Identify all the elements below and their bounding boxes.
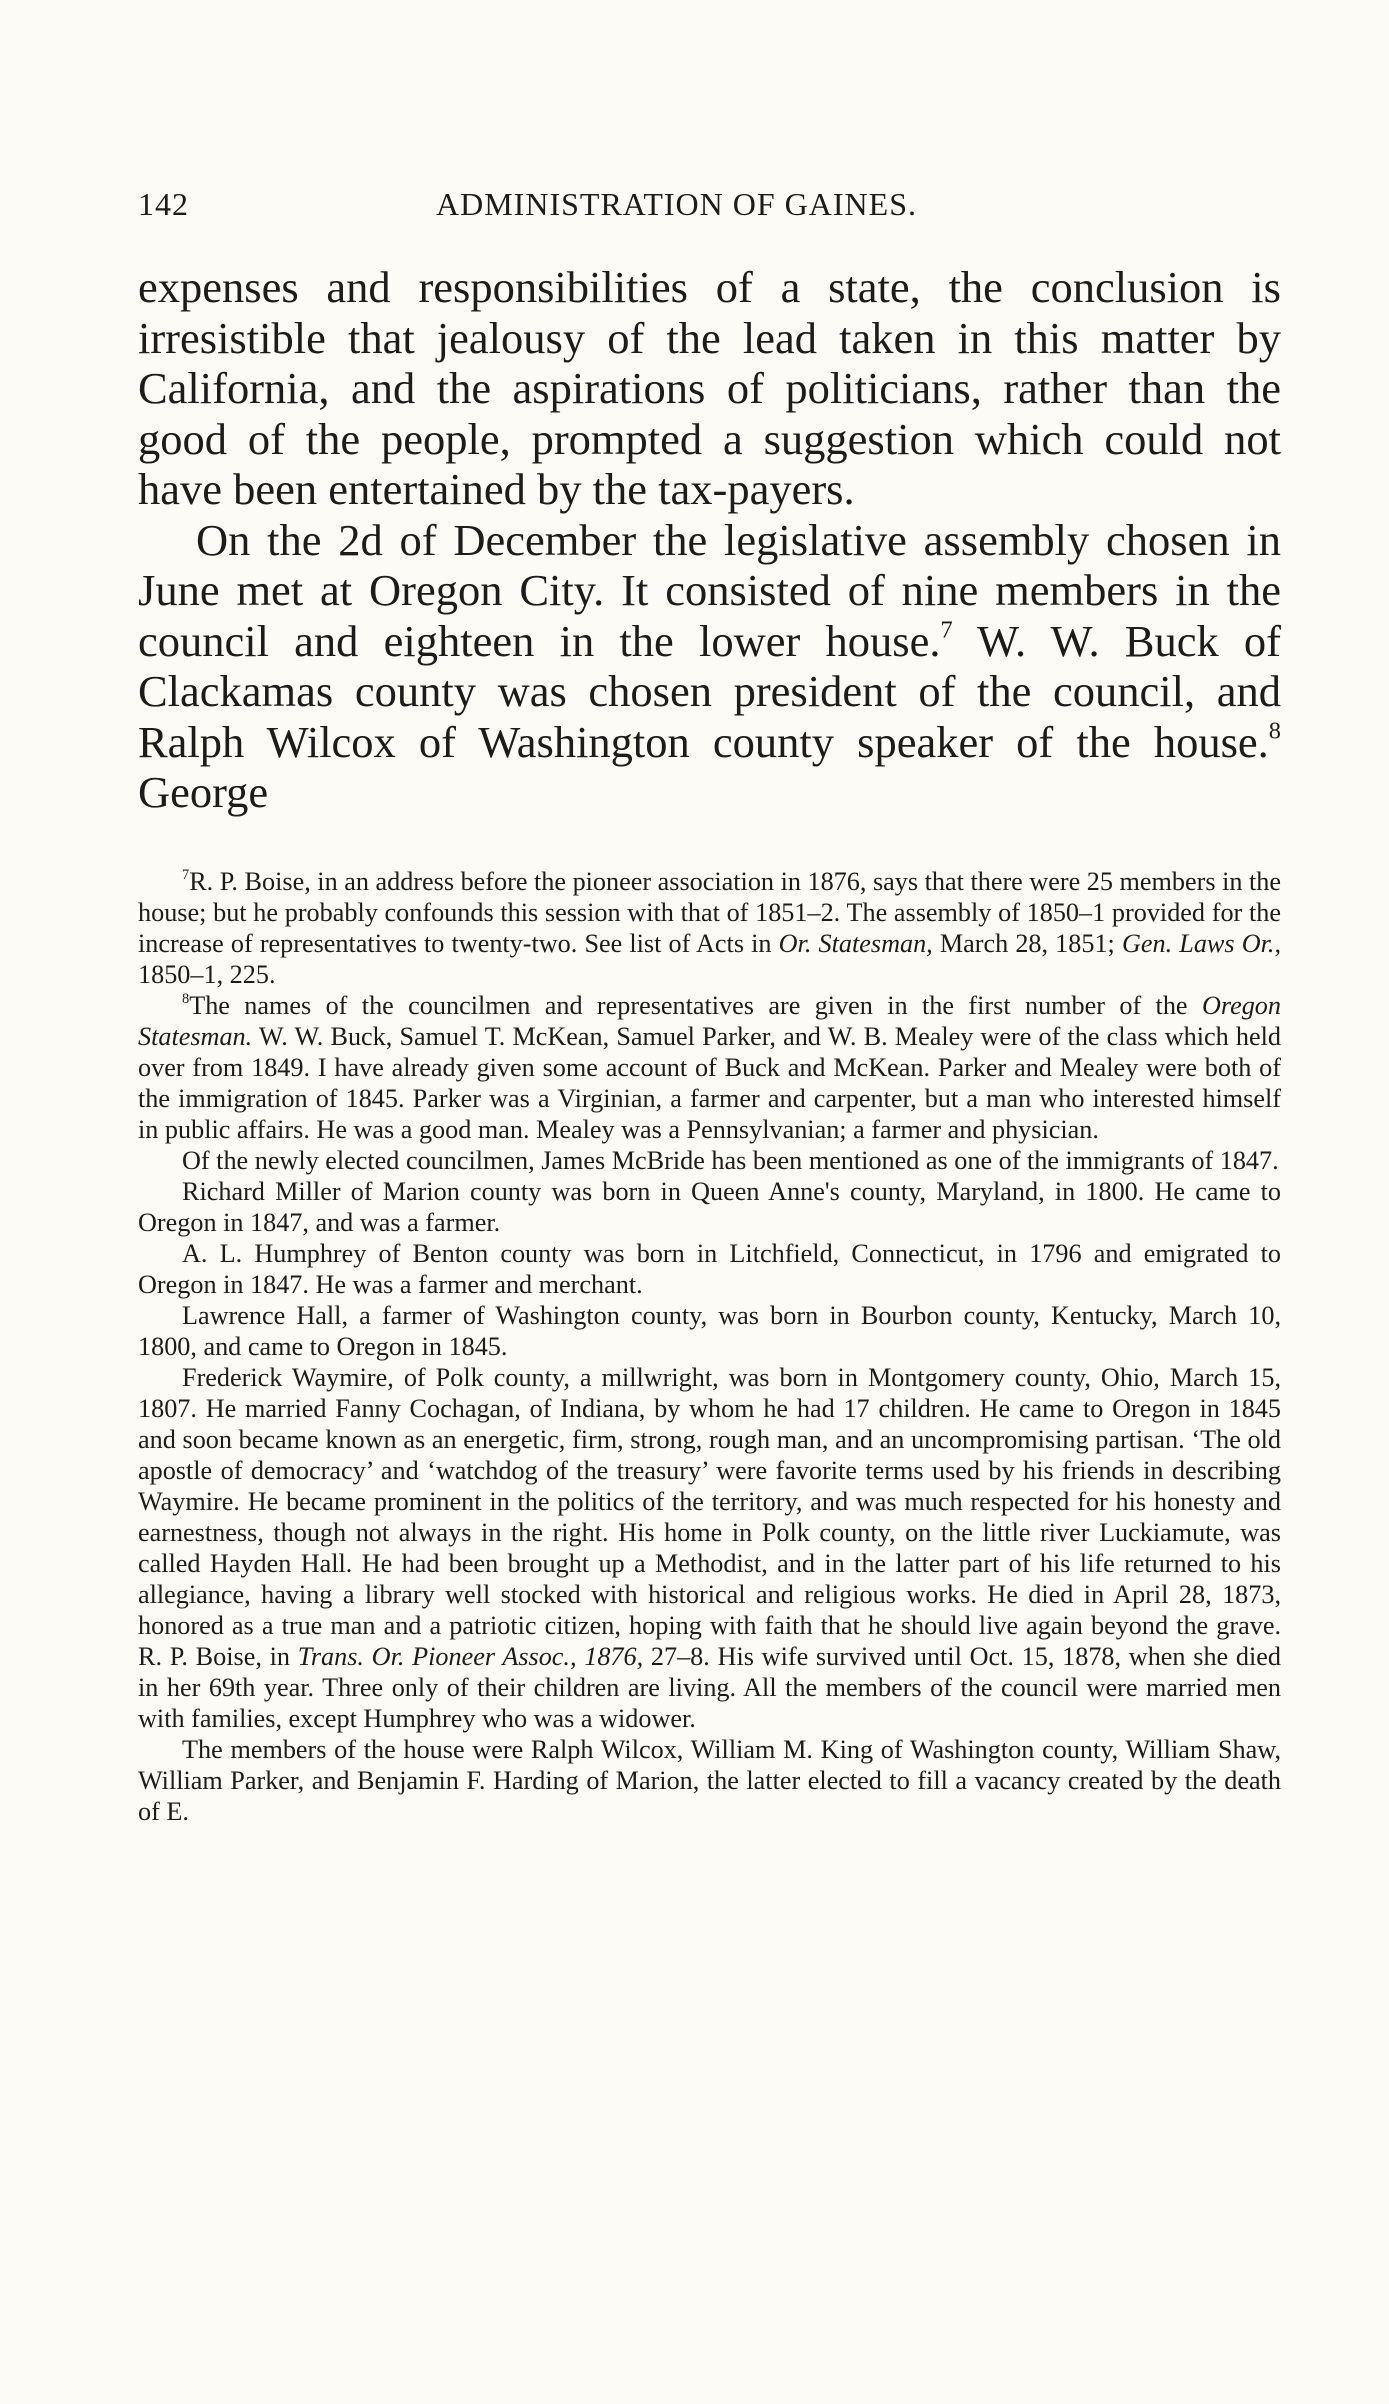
footnote-paragraph-humphrey: A. L. Humphrey of Benton county was born in Litchfield, Connecticut, in 1796 and emigrated to Oregon in 1847. He was a farmer and merchant. <box>138 1238 1281 1299</box>
footnote-7-mark: 7 <box>182 866 190 883</box>
footnote-8 <box>138 990 1281 1145</box>
footnote-waymire-text-2: 27–8. His wife survived until Oct. 15, 1878, when she died in her 69th year. Three only of their children are living. All the members of the council were married men with families, except Humphrey who was a widower. <box>138 1641 1281 1733</box>
footnote-waymire-citation: Trans. Or. Pioneer Assoc., 1876, <box>297 1641 644 1671</box>
footnote-7-text: R. P. Boise, in an address before the pioneer association in 1876, says that there were 25 members in the house; but he probably confounds this session with that of 1851–2. The assembly of 1850–1 provided for the increase of representatives to twenty-two. See list of Acts in <box>138 866 1281 958</box>
footnote-paragraph-house: The members of the house were Ralph Wilcox, William M. King of Washington county, William Shaw, William Parker, and Benjamin F. Harding of Marion, the latter elected to fill a vacancy created by the death of E. <box>138 1734 1281 1826</box>
footnote-8-citation: Oregon Statesman. <box>138 990 1281 1051</box>
footnote-7 <box>138 866 1281 990</box>
footnote-paragraph-miller: Richard Miller of Marion county was born in Queen Anne's county, Maryland, in 1800. He came to Oregon in 1847, and was a farmer. <box>138 1176 1281 1237</box>
body-paragraph-2-part-a: On the 2d of December the legislative assembly chosen in June met at Oregon City. It consisted of nine members in the council and eighteen in the lower house. <box>138 514 1281 666</box>
page <box>138 186 1281 1827</box>
body-paragraph-2-part-b: W. W. Buck of Clackamas county was chosen president of the council, and Ralph Wilcox of Washington county speaker of the house. <box>138 615 1281 767</box>
footnote-7-text-2: March 28, 1851; <box>932 928 1122 958</box>
running-title: ADMINISTRATION OF GAINES. <box>436 186 917 222</box>
footnote-7-text-3: 1850–1, 225. <box>138 959 276 989</box>
body-text <box>138 262 1281 818</box>
running-head <box>138 186 1281 228</box>
footnote-8-text-2: W. W. Buck, Samuel T. McKean, Samuel Parker, and W. B. Mealey were of the class which held over from 1849. I have already given some account of Buck and McKean. Parker and Mealey were both of the immigration of 1845. Parker was a Virginian, a farmer and carpenter, but a man who interested himself in public affairs. He was a good man. Mealey was a Pennsylvanian; a farmer and physician. <box>138 1021 1281 1144</box>
body-paragraph-2-part-c: George <box>138 767 269 817</box>
footnote-7-citation-1: Or. Statesman, <box>778 928 933 958</box>
footnote-ref-8: 8 <box>1268 717 1281 745</box>
footnotes <box>138 866 1281 1827</box>
footnote-paragraph-hall: Lawrence Hall, a farmer of Washington county, was born in Bourbon county, Kentucky, March 10, 1800, and came to Oregon in 1845. <box>138 1300 1281 1361</box>
footnote-waymire-text: Frederick Waymire, of Polk county, a millwright, was born in Montgomery county, Ohio, March 15, 1807. He married Fanny Cochagan, of Indiana, by whom he had 17 children. He came to Oregon in 1845 and soon became known as an energetic, firm, strong, rough man, and an uncompromising partisan. ‘The old apostle of democracy’ and ‘watchdog of the treasury’ were favorite terms used by his friends in describing Waymire. He became prominent in the politics of the territory, and was much respected for his honesty and earnestness, though not always in the right. His home in Polk county, on the little river Luckiamute, was called Hayden Hall. He had been brought up a Methodist, and in the latter part of his life returned to his allegiance, having a library well stocked with historical and religious works. He died in April 28, 1873, honored as a true man and a patriotic citizen, hoping with faith that he should live again beyond the grave. R. P. Boise, in <box>138 1362 1281 1671</box>
footnote-8-text: The names of the councilmen and representatives are given in the first number of the <box>189 990 1202 1020</box>
body-paragraph-2 <box>138 515 1281 818</box>
body-paragraph-1: expenses and responsibilities of a state, the conclusion is irresistible that jealousy of the lead taken in this matter by California, and the aspirations of politicians, rather than the good of the people, prompted a suggestion which could not have been entertained by the tax-payers. <box>138 262 1281 514</box>
footnote-paragraph-waymire <box>138 1362 1281 1734</box>
page-number: 142 <box>138 186 189 222</box>
footnote-paragraph-mcbride: Of the newly elected councilmen, James McBride has been mentioned as one of the immigrants of 1847. <box>182 1145 1279 1175</box>
footnote-ref-7: 7 <box>940 616 953 644</box>
footnote-7-citation-2: Gen. Laws Or., <box>1121 928 1281 958</box>
footnote-8-mark: 8 <box>182 990 190 1007</box>
